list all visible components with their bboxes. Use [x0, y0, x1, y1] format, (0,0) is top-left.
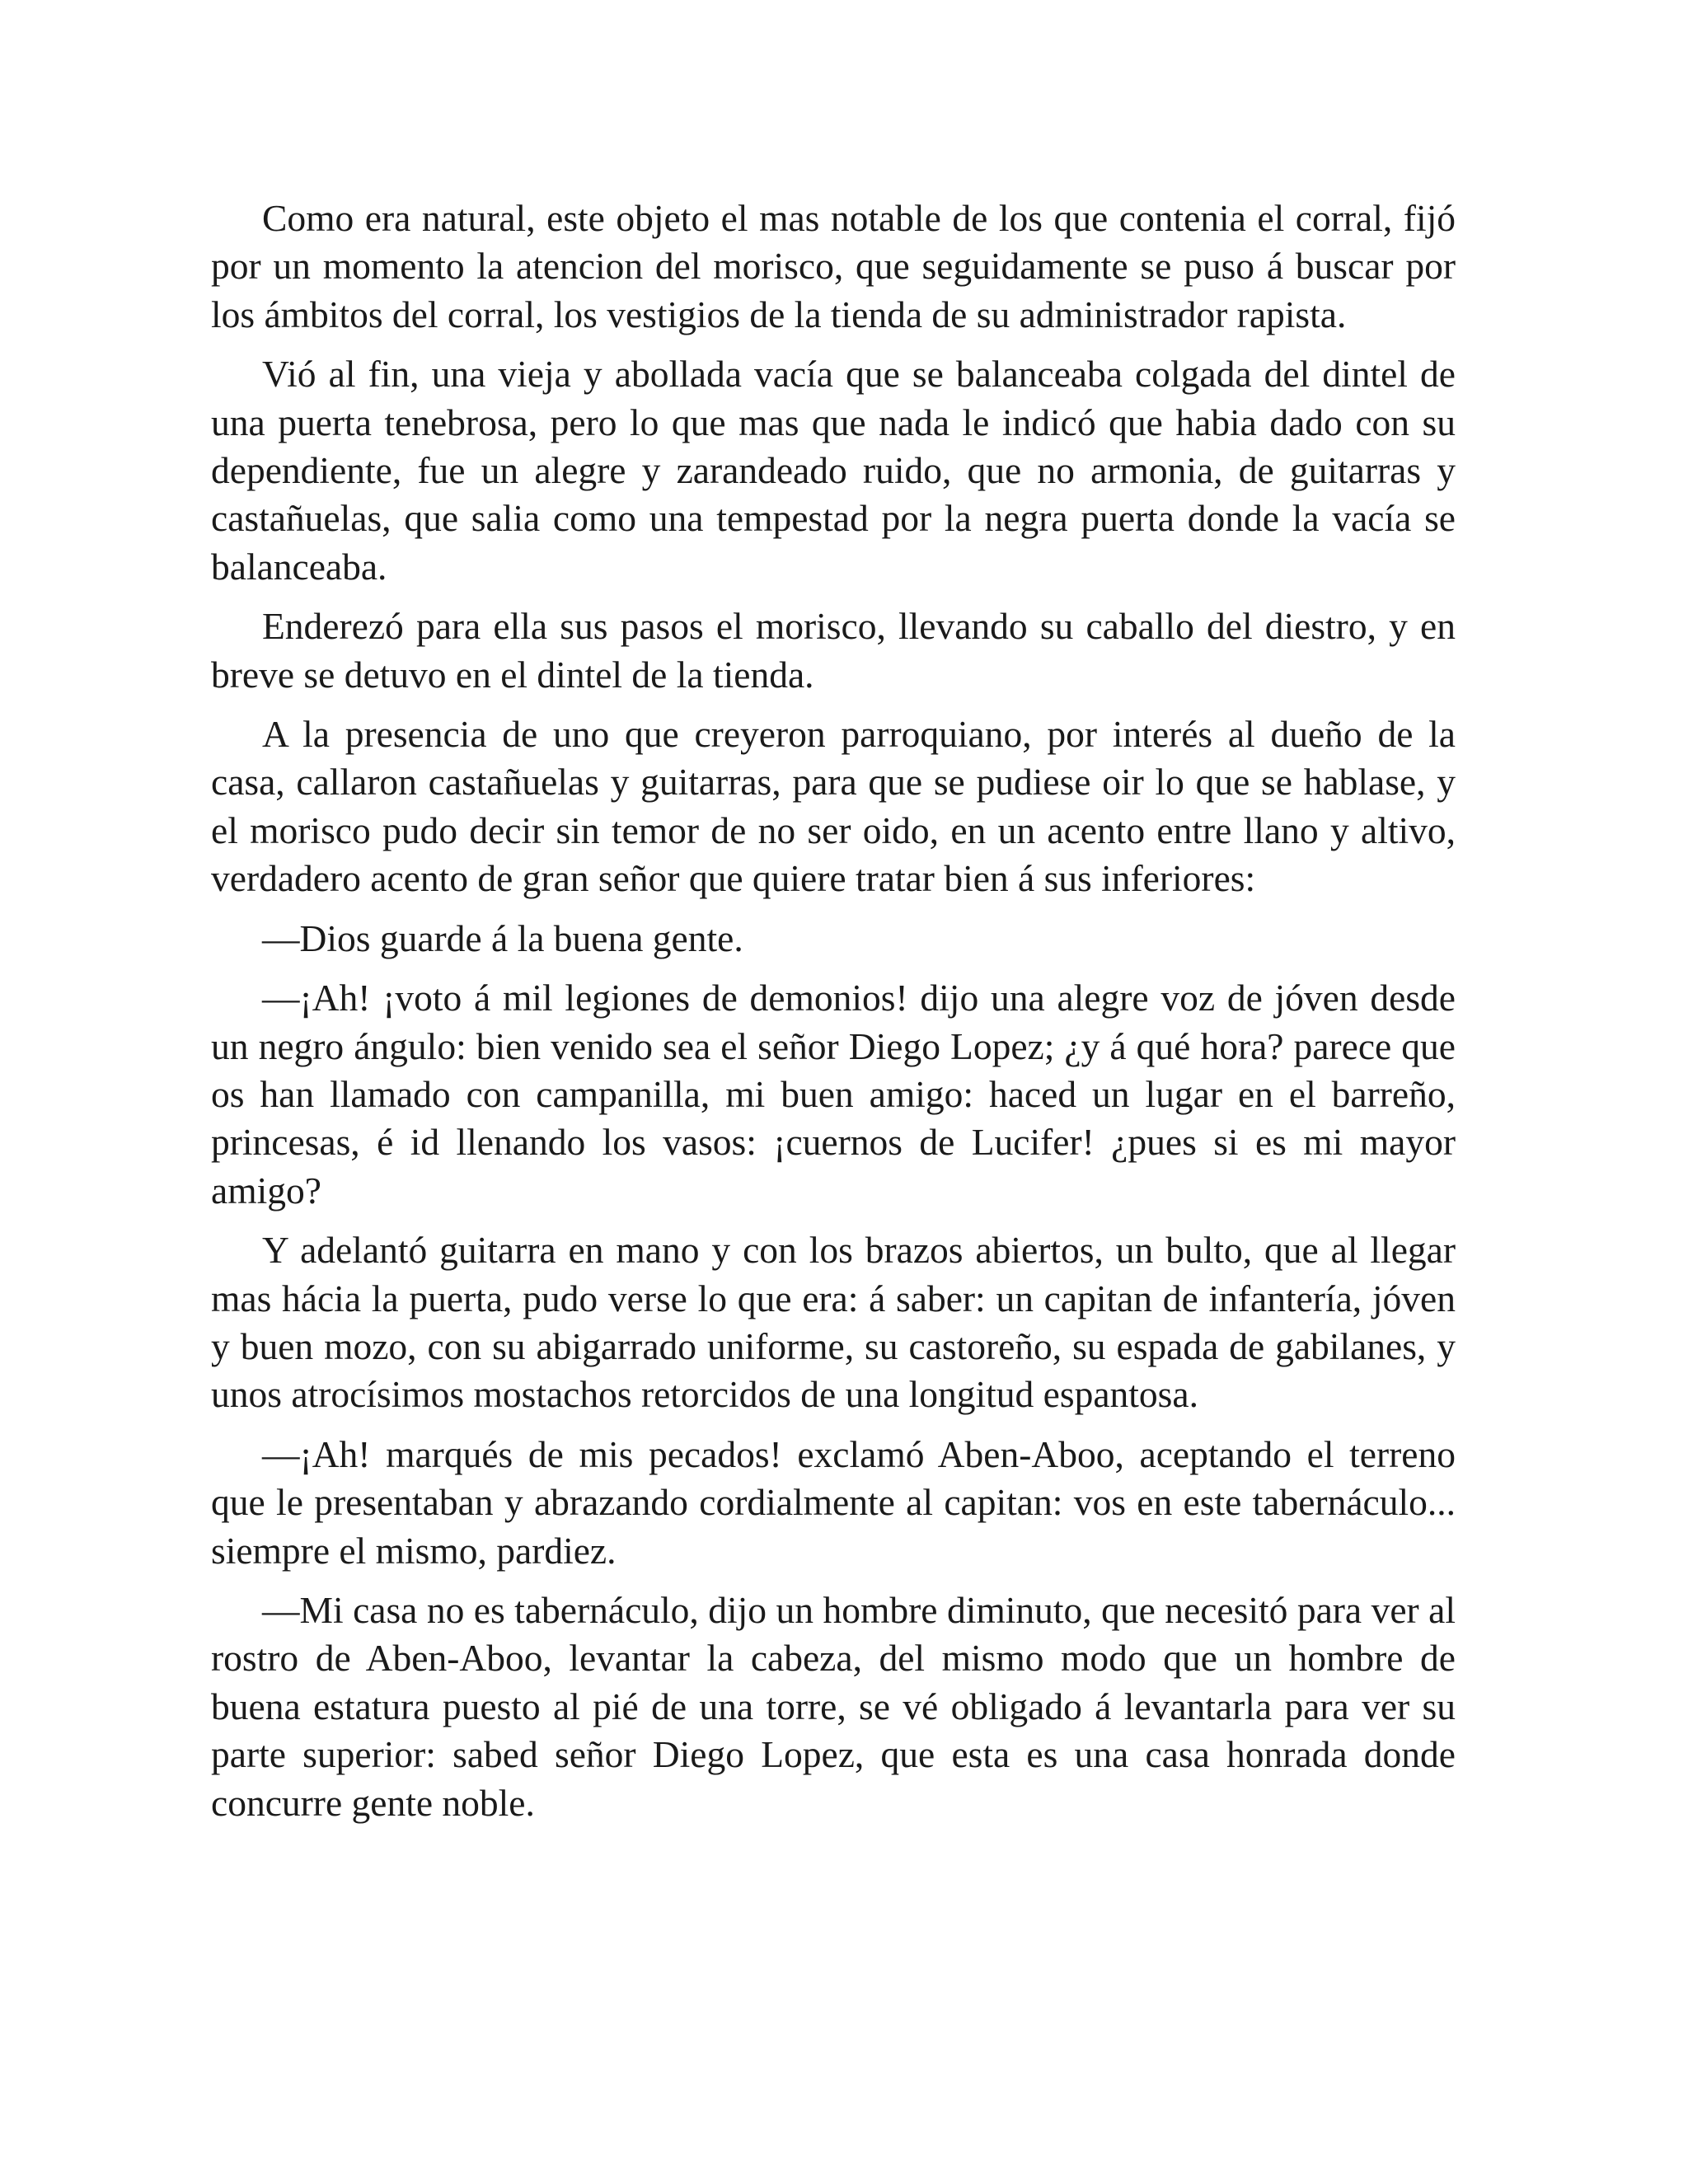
paragraph-8: —¡Ah! marqués de mis pecados! exclamó Aben-Aboo, aceptando el terreno que le presentaban y abrazando cordialmente al capitan: vos en este tabernáculo... siempre el mismo, pardiez. [211, 1432, 1456, 1572]
paragraph-5: —Dios guarde á la buena gente. [262, 916, 743, 959]
paragraph-6: —¡Ah! ¡voto á mil legiones de demonios! dijo una alegre voz de jóven desde un negro ángulo: bien venido sea el señor Diego Lopez; ¿y á qué hora? parece que os han llamado con campanilla, mi buen amigo: haced un lugar en el barreño, princesas, é id llenando los vasos: ¡cuernos de Lucifer! ¿pues si es mi mayor amigo? [211, 977, 1456, 1212]
paragraph-1: Como era natural, este objeto el mas notable de los que contenia el corral, fijó por un momento la atencion del morisco, que seguidamente se puso á buscar por los ámbitos del corral, los vestigios de la tienda de su administrador rapista. [211, 197, 1456, 335]
paragraph-7: Y adelantó guitarra en mano y con los brazos abiertos, un bulto, que al llegar mas hácia la puerta, pudo verse lo que era: á saber: un capitan de infantería, jóven y buen mozo, con su abigarrado uniforme, su castoreño, su espada de gabilanes, y unos atrocísimos mostachos retorcidos de una longitud espantosa. [211, 1229, 1456, 1416]
paragraph-9: —Mi casa no es tabernáculo, dijo un hombre diminuto, que necesitó para ver al rostro de Aben-Aboo, levantar la cabeza, del mismo modo que un hombre de buena estatura puesto al pié de una torre, se vé obligado á levantarla para ver su parte superior: sabed señor Diego Lopez, que esta es una casa honrada donde concurre gente noble. [211, 1588, 1456, 1824]
paragraph-3: Enderezó para ella sus pasos el morisco, llevando su caballo del diestro, y en breve se detuvo en el dintel de la tienda. [211, 605, 1456, 696]
body-text [211, 194, 1456, 1839]
paragraph-4: A la presencia de uno que creyeron parroquiano, por interés al dueño de la casa, callaron castañuelas y guitarras, para que se pudiese oir lo que se hablase, y el morisco pudo decir sin temor de no ser oido, en un acento entre llano y altivo, verdadero acento de gran señor que quiere tratar bien á sus inferiores: [211, 713, 1456, 900]
paragraph-2: Vió al fin, una vieja y abollada vacía que se balanceaba colgada del dintel de una puerta tenebrosa, pero lo que mas que nada le indicó que habia dado con su dependiente, fue un alegre y zarandeado ruido, que no armonia, de guitarras y castañuelas, que salia como una tempestad por la negra puerta donde la vacía se balanceaba. [211, 353, 1456, 588]
